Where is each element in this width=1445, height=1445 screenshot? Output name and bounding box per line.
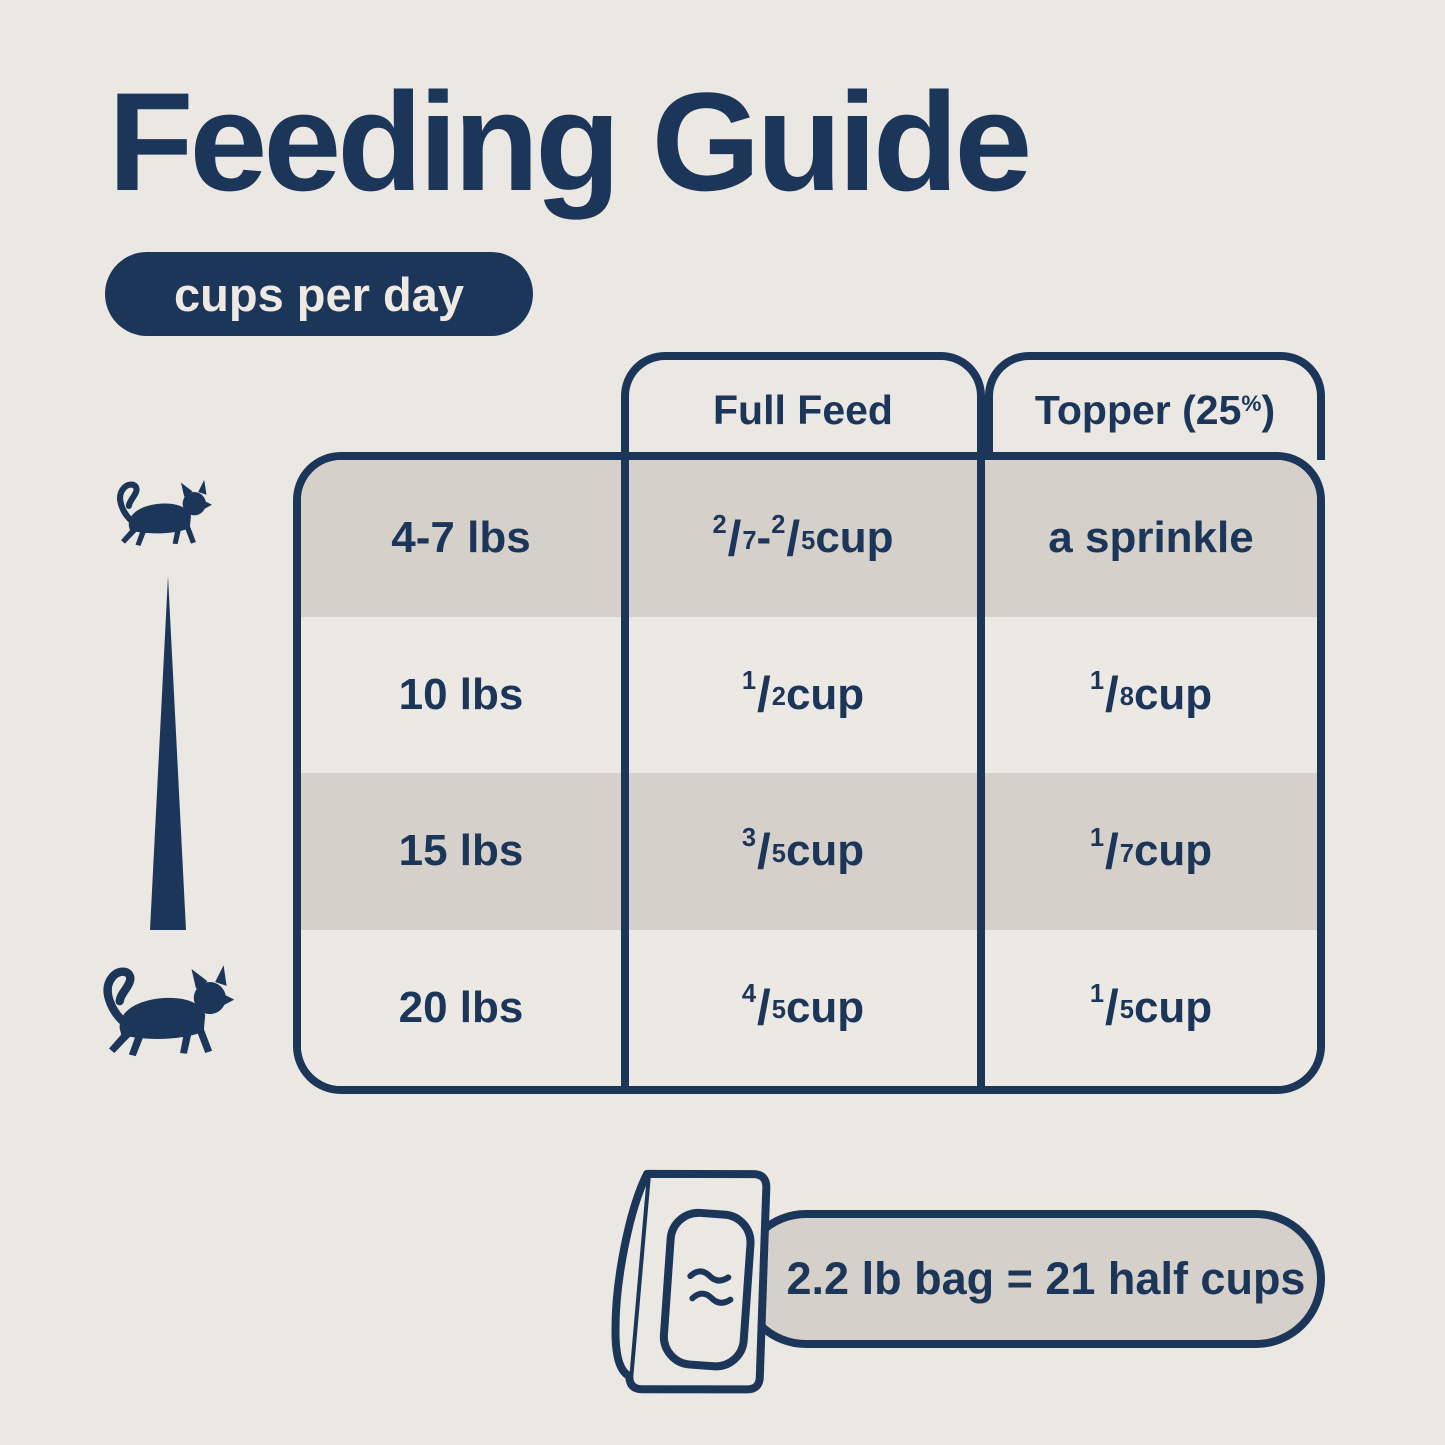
size-scale-taper <box>150 576 186 930</box>
topper-label: Topper (25%) <box>1034 386 1276 433</box>
full-feed-cell: $^3$ / $_5$ cup <box>621 773 977 930</box>
topper-cell: $^1$ / $_7$ cup <box>977 773 1317 930</box>
topper-cell: $^1$ / $_8$ cup <box>977 617 1317 774</box>
bag-note-text: 2.2 lb bag = 21 half cups <box>786 1253 1306 1304</box>
feeding-table <box>293 452 1325 1094</box>
large-cat-icon <box>80 952 248 1067</box>
full-feed-cell: $^1$ / $_2$ cup <box>621 617 977 774</box>
column-header-full-feed <box>621 352 985 460</box>
column-header-topper <box>985 352 1325 460</box>
topper-cell: $^1$ / $_5$ cup <box>977 930 1317 1087</box>
full-feed-label: Full Feed <box>713 386 893 433</box>
cups-per-day-label: cups per day <box>174 267 464 321</box>
weight-cell: 15 lbs <box>301 773 621 930</box>
bag-note-pill <box>737 1210 1325 1348</box>
page-title: Feeding Guide <box>108 63 1029 220</box>
weight-cell: 20 lbs <box>301 930 621 1087</box>
full-feed-cell: $^2$ / $_7$ - $^2$ / $_5$ cup <box>621 460 977 617</box>
weight-cell: 10 lbs <box>301 617 621 774</box>
weight-cell: 4-7 lbs <box>301 460 621 617</box>
cups-per-day-badge <box>105 252 533 336</box>
topper-cell: a sprinkle <box>977 460 1317 617</box>
small-cat-icon <box>100 470 222 554</box>
full-feed-cell: $^4$ / $_5$ cup <box>621 930 977 1087</box>
pet-food-bag-icon <box>578 1148 778 1410</box>
